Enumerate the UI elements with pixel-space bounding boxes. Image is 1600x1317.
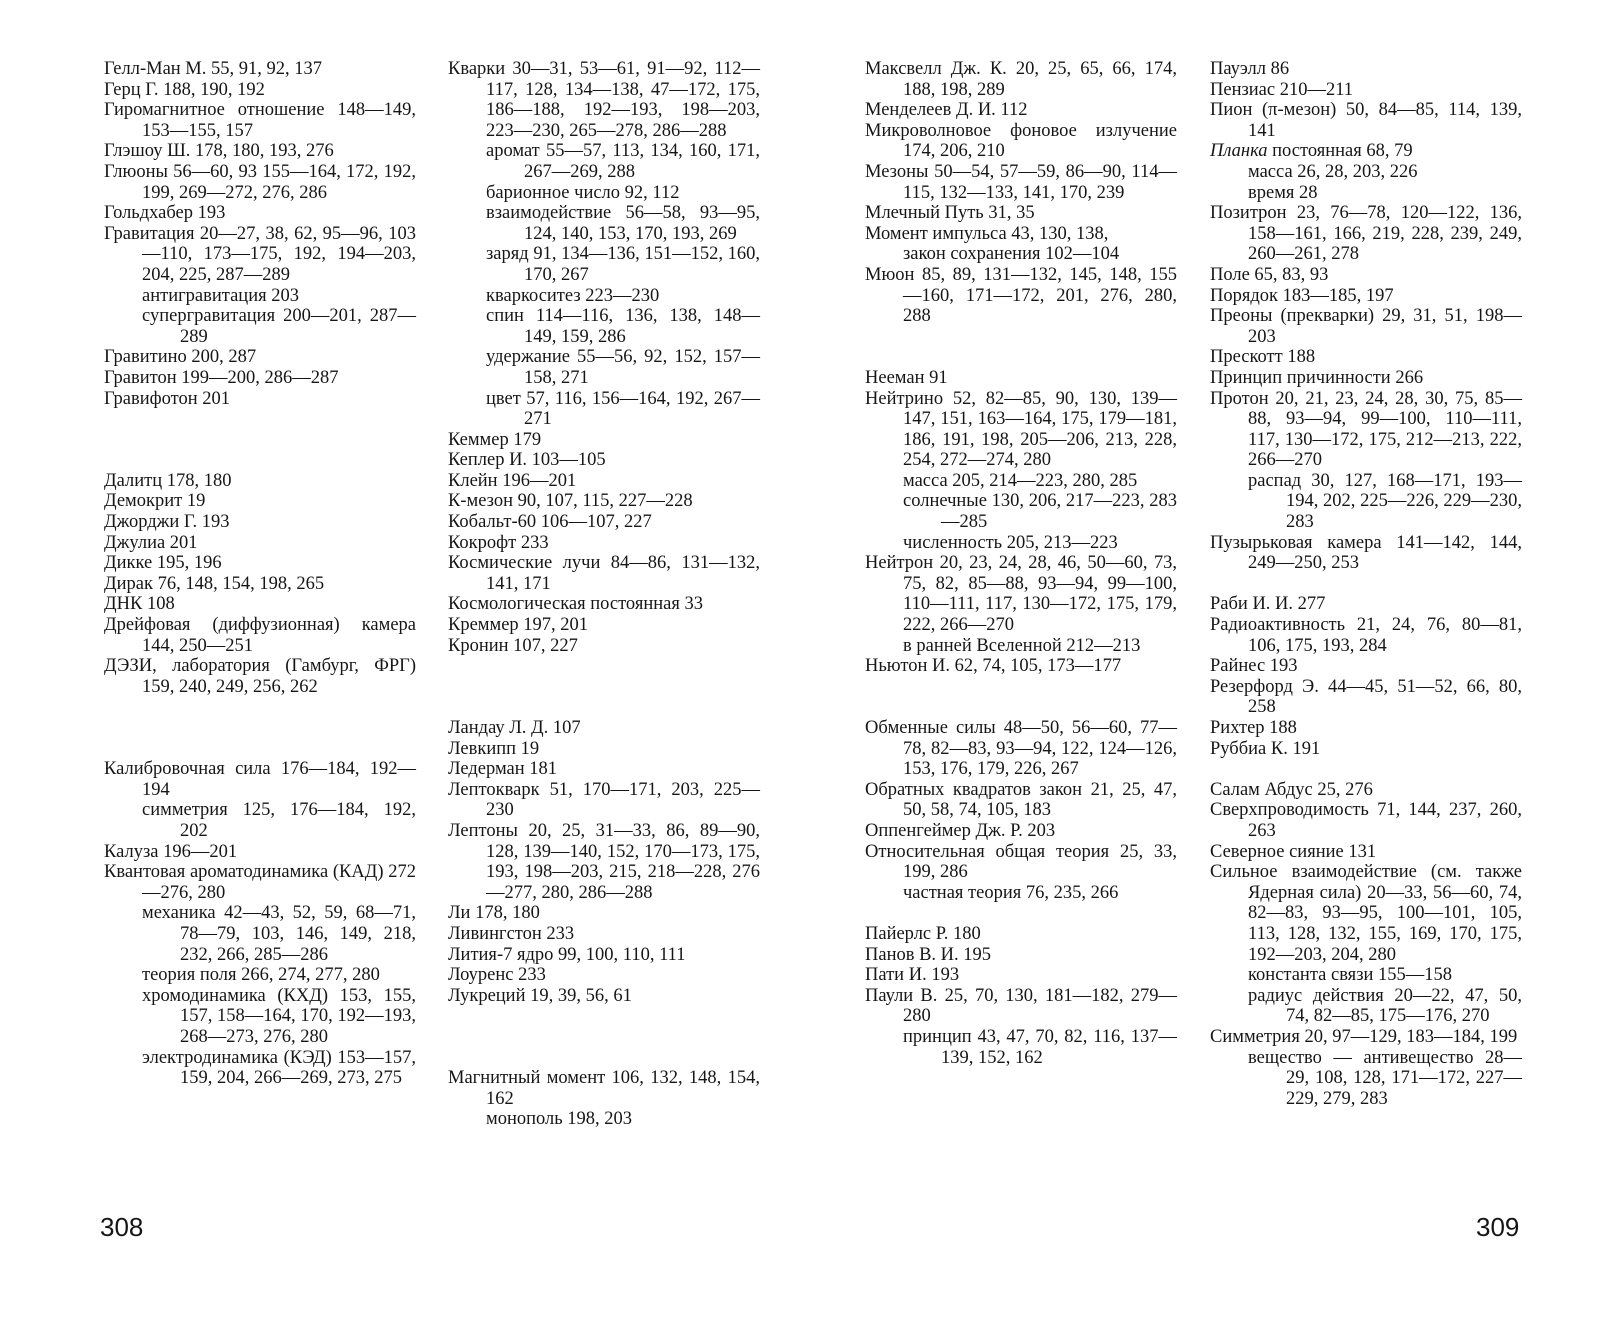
entry-text: Ливингстон 233	[448, 923, 575, 944]
entry-text: Рихтер 188	[1210, 718, 1297, 738]
entry-text: Пати И. 193	[865, 965, 960, 986]
entry-text: Левкипп 19	[448, 738, 540, 759]
index-entry	[104, 512, 416, 533]
index-entry	[1210, 615, 1522, 656]
entry-gap	[104, 409, 416, 471]
index-subentry	[1210, 471, 1522, 533]
index-entry	[1210, 842, 1522, 863]
entry-text: константа связи 155—158	[1248, 965, 1453, 986]
entry-text: Панов В. И. 195	[865, 944, 992, 965]
entry-text: масса 205, 214—223, 280, 285	[903, 470, 1138, 491]
page-number-right: 309	[1476, 1212, 1520, 1242]
index-column-4	[1210, 59, 1522, 1109]
entry-text: Пайерлс Р. 180	[865, 923, 981, 944]
index-entry	[865, 162, 1177, 203]
index-subentry	[865, 533, 1177, 554]
entry-text: Демокрит 19	[104, 491, 206, 512]
entry-text: Лукреций 19, 39, 56, 61	[448, 985, 632, 1006]
entry-text: Относительная общая теория 25, 33, 199, 286	[865, 841, 1177, 883]
entry-text: Креммер 197, 201	[448, 615, 589, 636]
index-entry	[865, 924, 1177, 945]
index-subentry	[448, 1109, 760, 1130]
entry-text: электродинамика (КЭД) 153—157, 159, 204, 266—269, 273, 275	[142, 1047, 416, 1089]
entry-text: спин 114—116, 136, 138, 148—149, 159, 286	[486, 306, 760, 347]
index-subentry	[865, 1027, 1177, 1068]
entry-text: Райнес 193	[1210, 656, 1298, 677]
entry-text: вещество — антивещество 28—29, 108, 128, 171—172, 227—229, 279, 283	[1248, 1047, 1522, 1109]
entry-text: симметрия 125, 176—184, 192, 202	[142, 800, 416, 841]
entry-text: Симметрия 20, 97—129, 183—184, 199	[1210, 1026, 1518, 1047]
entry-text: Северное сияние 131	[1210, 841, 1377, 862]
entry-text: Кварки 30—31, 53—61, 91—92, 112—117, 128, 134—138, 47—172, 175, 186—188, 192—193, 198—203, 223—230, 265—278, 286—288	[448, 59, 760, 141]
index-entry	[865, 553, 1177, 635]
index-entry	[1210, 306, 1522, 347]
index-entry	[1210, 862, 1522, 965]
entry-text: Нееман 91	[865, 367, 948, 388]
index-entry	[1210, 265, 1522, 286]
index-entry	[104, 656, 416, 697]
entry-text: ДНК 108	[104, 594, 175, 615]
index-subentry	[1210, 162, 1522, 183]
entry-text: Квантовая ароматодинамика (КАД) 272—276, 280	[104, 862, 416, 903]
entry-text: постоянная 68, 79	[1272, 141, 1413, 162]
entry-text: взаимодействие 56—58, 93—95, 124, 140, 153, 170, 193, 269	[486, 203, 760, 244]
entry-text: Дирак 76, 148, 154, 198, 265	[104, 573, 325, 594]
entry-text: радиус действия 20—22, 47, 50, 74, 82—85, 175—176, 270	[1248, 985, 1522, 1027]
index-entry	[104, 615, 416, 656]
index-entry	[1210, 780, 1522, 801]
entry-text: Сверхпроводимость 71, 144, 237, 260, 263	[1210, 800, 1522, 841]
entry-gap	[1210, 759, 1522, 780]
entry-text: Пауэлл 86	[1210, 59, 1290, 79]
index-entry	[104, 347, 416, 368]
entry-text: супергравитация 200—201, 287—289	[142, 306, 416, 347]
index-entry	[104, 59, 416, 80]
entry-text: Салам Абдус 25, 276	[1210, 779, 1373, 800]
entry-text: Пензиас 210—211	[1210, 79, 1354, 100]
index-entry	[448, 780, 760, 821]
index-entry	[104, 80, 416, 101]
entry-text: Сильное взаимодействие (см. также Ядерная сила) 20—33, 56—60, 74, 82—83, 93—95, 100—101, 105, 113, 128, 132, 155, 169, 170, 175, 192—203, 204, 280	[1210, 862, 1522, 965]
entry-gap	[1210, 574, 1522, 595]
index-entry	[104, 533, 416, 554]
index-entry	[448, 759, 760, 780]
index-entry	[1210, 203, 1522, 265]
index-subentry	[1210, 1048, 1522, 1110]
index-entry	[104, 100, 416, 141]
entry-text: заряд 91, 134—136, 151—152, 160, 170, 267	[486, 244, 760, 285]
entry-text: Глюоны 56—60, 93 155—164, 172, 192, 199, 269—272, 276, 286	[104, 161, 416, 203]
index-entry	[1210, 533, 1522, 574]
index-entry	[448, 471, 760, 492]
index-entry	[448, 718, 760, 739]
entry-text: Позитрон 23, 76—78, 120—122, 136, 158—161, 166, 219, 228, 239, 249, 260—261, 278	[1210, 203, 1522, 265]
index-column-1	[104, 59, 416, 1089]
index-entry	[104, 574, 416, 595]
index-subentry	[104, 986, 416, 1048]
index-entry	[448, 739, 760, 760]
entry-text: Лептокварк 51, 170—171, 203, 225—230	[448, 779, 760, 821]
index-entry	[448, 59, 760, 141]
index-entry	[448, 821, 760, 903]
entry-text: Раби И. И. 277	[1210, 594, 1326, 615]
entry-text: хромодинамика (КХД) 153, 155, 157, 158—164, 170, 192—193, 268—273, 276, 280	[142, 985, 416, 1047]
page-number-left: 308	[100, 1212, 144, 1242]
entry-text: время 28	[1248, 182, 1318, 203]
index-entry	[448, 965, 760, 986]
index-entry	[865, 59, 1177, 100]
index-subentry	[865, 491, 1177, 532]
entry-text: Кеммер 179	[448, 429, 542, 450]
index-subentry	[448, 286, 760, 307]
index-entry	[865, 656, 1177, 677]
index-entry	[1210, 141, 1522, 162]
entry-text: Порядок 183—185, 197	[1210, 285, 1394, 306]
entry-text: Менделеев Д. И. 112	[865, 100, 1028, 121]
entry-text: Резерфорд Э. 44—45, 51—52, 66, 80, 258	[1210, 676, 1522, 718]
entry-gap	[104, 697, 416, 759]
entry-text: Лития-7 ядро 99, 100, 110, 111	[448, 944, 686, 965]
index-entry	[865, 965, 1177, 986]
entry-text: Прескотт 188	[1210, 347, 1316, 368]
entry-text: солнечные 130, 206, 217—223, 283—285	[903, 491, 1177, 533]
entry-gap	[448, 656, 760, 718]
index-entry	[865, 121, 1177, 162]
entry-text: Ли 178, 180	[448, 903, 540, 924]
entry-text: Обратных квадратов закон 21, 25, 47, 50, 58, 74, 105, 183	[865, 779, 1177, 821]
entry-text: кваркоситез 223—230	[486, 285, 660, 306]
index-entry	[1210, 80, 1522, 101]
entry-text: Ньютон И. 62, 74, 105, 173—177	[865, 656, 1122, 677]
index-entry	[104, 842, 416, 863]
index-subentry	[104, 306, 416, 347]
entry-text: Принцип причинности 266	[1210, 367, 1424, 388]
entry-text: Кобальт-60 106—107, 227	[448, 512, 652, 533]
index-subentry	[448, 389, 760, 430]
index-subentry	[865, 471, 1177, 492]
index-entry	[448, 430, 760, 451]
entry-text: Ландау Л. Д. 107	[448, 718, 581, 739]
entry-text: распад 30, 127, 168—171, 193—194, 202, 225—226, 229—230, 283	[1248, 470, 1522, 533]
entry-text: Далитц 178, 180	[104, 470, 232, 491]
index-entry	[104, 471, 416, 492]
index-entry	[865, 718, 1177, 780]
entry-text: цвет 57, 116, 156—164, 192, 267—271	[486, 388, 760, 430]
index-subentry	[448, 244, 760, 285]
index-subentry	[448, 141, 760, 182]
entry-text: Гравитино 200, 287	[104, 347, 257, 368]
entry-text: закон сохранения 102—104	[903, 244, 1120, 265]
entry-text: Кеплер И. 103—105	[448, 450, 606, 471]
entry-text: Космические лучи 84—86, 131—132, 141, 171	[448, 553, 760, 594]
index-entry	[104, 389, 416, 410]
entry-text: Оппенгеймер Дж. Р. 203	[865, 820, 1056, 841]
index-entry	[104, 162, 416, 203]
index-entry	[1210, 100, 1522, 141]
entry-text: теория поля 266, 274, 277, 280	[142, 965, 380, 986]
index-subentry	[104, 800, 416, 841]
entry-text: Гелл-Ман М. 55, 91, 92, 137	[104, 59, 323, 79]
index-entry	[448, 945, 760, 966]
index-entry	[1210, 800, 1522, 841]
entry-text: Дикке 195, 196	[104, 553, 222, 574]
index-entry	[104, 759, 416, 800]
index-entry	[865, 821, 1177, 842]
entry-text: аромат 55—57, 113, 134, 160, 171, 267—269, 288	[486, 141, 760, 182]
index-subentry	[448, 203, 760, 244]
index-entry	[1210, 594, 1522, 615]
index-entry	[448, 986, 760, 1007]
index-entry	[104, 203, 416, 224]
index-entry	[1210, 59, 1522, 80]
entry-gap	[865, 903, 1177, 924]
entry-text: Кронин 107, 227	[448, 635, 578, 656]
index-entry	[1210, 389, 1522, 471]
index-entry	[448, 615, 760, 636]
index-subentry	[865, 883, 1177, 904]
entry-text: Лептоны 20, 25, 31—33, 86, 89—90, 128, 139—140, 152, 170—173, 175, 193, 198—203, 215, 218—228, 276—277, 280, 286—288	[448, 820, 760, 903]
entry-text: в ранней Вселенной 212—213	[903, 635, 1141, 656]
index-entry	[865, 842, 1177, 883]
entry-text: механика 42—43, 52, 59, 68—71, 78—79, 103, 146, 149, 218, 232, 266, 285—286	[142, 903, 416, 965]
index-entry	[448, 924, 760, 945]
index-column-3	[865, 59, 1177, 1068]
index-subentry	[448, 347, 760, 388]
index-entry	[1210, 347, 1522, 368]
entry-text: Паули В. 25, 70, 130, 181—182, 279—280	[865, 985, 1177, 1027]
index-entry	[104, 594, 416, 615]
entry-text: Мюон 85, 89, 131—132, 145, 148, 155—160, 171—172, 201, 276, 280, 288	[865, 264, 1177, 327]
entry-text: Гравитон 199—200, 286—287	[104, 367, 339, 388]
entry-text: монополь 198, 203	[486, 1109, 633, 1130]
entry-text: Глэшоу Ш. 178, 180, 193, 276	[104, 141, 334, 162]
index-entry	[104, 553, 416, 574]
entry-text: Момент импульса 43, 130, 138,	[865, 223, 1109, 244]
entry-text: Дрейфовая (диффузионная) камера 144, 250—251	[104, 615, 416, 656]
index-entry	[865, 368, 1177, 389]
entry-text: удержание 55—56, 92, 152, 157—158, 271	[486, 347, 760, 388]
entry-text: Магнитный момент 106, 132, 148, 154, 162	[448, 1068, 760, 1109]
index-entry	[448, 553, 760, 594]
index-entry	[104, 491, 416, 512]
entry-text: Гиромагнитное отношение 148—149, 153—155, 157	[104, 100, 416, 141]
entry-text: К-мезон 90, 107, 115, 227—228	[448, 491, 693, 512]
entry-text: частная теория 76, 235, 266	[903, 882, 1119, 903]
entry-text: антигравитация 203	[142, 285, 299, 306]
entry-text: Джорджи Г. 193	[104, 512, 230, 533]
index-subentry	[104, 965, 416, 986]
index-entry	[448, 594, 760, 615]
entry-text: Нейтрон 20, 23, 24, 28, 46, 50—60, 73, 75, 82, 85—88, 93—94, 99—100, 110—111, 117, 130—172, 175, 179, 222, 266—270	[865, 553, 1177, 636]
entry-text: Мезоны 50—54, 57—59, 86—90, 114—115, 132—133, 141, 170, 239	[865, 161, 1177, 203]
index-entry	[448, 1068, 760, 1109]
index-entry	[865, 203, 1177, 224]
entry-gap	[865, 327, 1177, 368]
entry-text: Герц Г. 188, 190, 192	[104, 79, 265, 100]
entry-text: Протон 20, 21, 23, 24, 28, 30, 75, 85—88, 93—94, 99—100, 110—111, 117, 130—172, 175, 212—213, 222, 266—270	[1210, 388, 1522, 471]
entry-text: Ледерман 181	[448, 759, 558, 780]
index-subentry	[104, 903, 416, 965]
entry-text: Калибровочная сила 176—184, 192—194	[104, 759, 416, 800]
index-entry	[104, 862, 416, 903]
entry-text: Гравитация 20—27, 38, 62, 95—96, 103—110, 173—175, 192, 194—203, 204, 225, 287—289	[104, 223, 416, 285]
entry-text: Гольдхабер 193	[104, 203, 226, 224]
entry-gap	[865, 677, 1177, 718]
entry-text: Калуза 196—201	[104, 841, 238, 862]
entry-text: Клейн 196—201	[448, 470, 577, 491]
index-subentry	[1210, 965, 1522, 986]
index-subentry	[1210, 986, 1522, 1027]
index-entry	[1210, 368, 1522, 389]
index-entry	[1210, 656, 1522, 677]
entry-text: Нейтрино 52, 82—85, 90, 130, 139—147, 151, 163—164, 175, 179—181, 186, 191, 198, 205—206, 213, 228, 254, 272—274, 280	[865, 388, 1177, 471]
index-entry	[865, 986, 1177, 1027]
entry-text: Лоуренс 233	[448, 965, 546, 986]
index-entry	[1210, 1027, 1522, 1048]
entry-text: Преоны (прекварки) 29, 31, 51, 198—203	[1210, 306, 1522, 347]
index-entry	[104, 224, 416, 286]
index-entry	[104, 368, 416, 389]
index-entry	[865, 224, 1177, 245]
index-entry	[448, 512, 760, 533]
index-entry	[1210, 677, 1522, 718]
index-subentry	[448, 183, 760, 204]
index-subentry	[865, 244, 1177, 265]
entry-text: Пион (π-мезон) 50, 84—85, 114, 139, 141	[1210, 100, 1522, 141]
index-entry	[865, 780, 1177, 821]
index-entry	[448, 450, 760, 471]
index-entry	[865, 100, 1177, 121]
entry-text: Гравифотон 201	[104, 388, 230, 409]
entry-text: Радиоактивность 21, 24, 76, 80—81, 106, 175, 193, 284	[1210, 615, 1522, 656]
index-entry	[865, 265, 1177, 327]
index-subentry	[448, 306, 760, 347]
index-entry	[448, 903, 760, 924]
entry-text: Обменные силы 48—50, 56—60, 77—78, 82—83, 93—94, 122, 124—126, 153, 176, 179, 226, 267	[865, 718, 1177, 780]
index-entry	[865, 389, 1177, 471]
entry-text: Поле 65, 83, 93	[1210, 264, 1329, 285]
entry-text: принцип 43, 47, 70, 82, 116, 137—139, 152, 162	[903, 1026, 1177, 1068]
index-entry	[1210, 286, 1522, 307]
entry-text: Кокрофт 233	[448, 532, 549, 553]
entry-text: Максвелл Дж. К. 20, 25, 65, 66, 174, 188, 198, 289	[865, 59, 1177, 100]
entry-text: барионное число 92, 112	[486, 182, 680, 203]
entry-gap	[448, 1006, 760, 1068]
entry-text: Млечный Путь 31, 35	[865, 203, 1035, 224]
index-entry	[104, 141, 416, 162]
index-entry	[448, 533, 760, 554]
entry-text: ДЭЗИ, лаборатория (Гамбург, ФРГ) 159, 240, 249, 256, 262	[104, 656, 416, 697]
entry-text: Микроволновое фоновое излучение 174, 206, 210	[865, 120, 1177, 162]
entry-text: Руббиа К. 191	[1210, 738, 1321, 759]
index-subentry	[1210, 183, 1522, 204]
index-subentry	[104, 1048, 416, 1089]
entry-text: численность 205, 213—223	[903, 532, 1118, 553]
index-entry	[448, 491, 760, 512]
index-entry	[1210, 718, 1522, 739]
index-entry	[865, 945, 1177, 966]
entry-text: Космологическая постоянная 33	[448, 594, 703, 615]
index-subentry	[865, 636, 1177, 657]
index-entry	[448, 636, 760, 657]
index-entry	[1210, 739, 1522, 760]
entry-text: Джулиа 201	[104, 532, 198, 553]
entry-text: Пузырьковая камера 141—142, 144, 249—250, 253	[1210, 532, 1522, 574]
entry-italic-lead: Планка	[1210, 141, 1268, 162]
index-subentry	[104, 286, 416, 307]
entry-text: масса 26, 28, 203, 226	[1248, 161, 1418, 182]
index-column-2	[448, 59, 760, 1130]
